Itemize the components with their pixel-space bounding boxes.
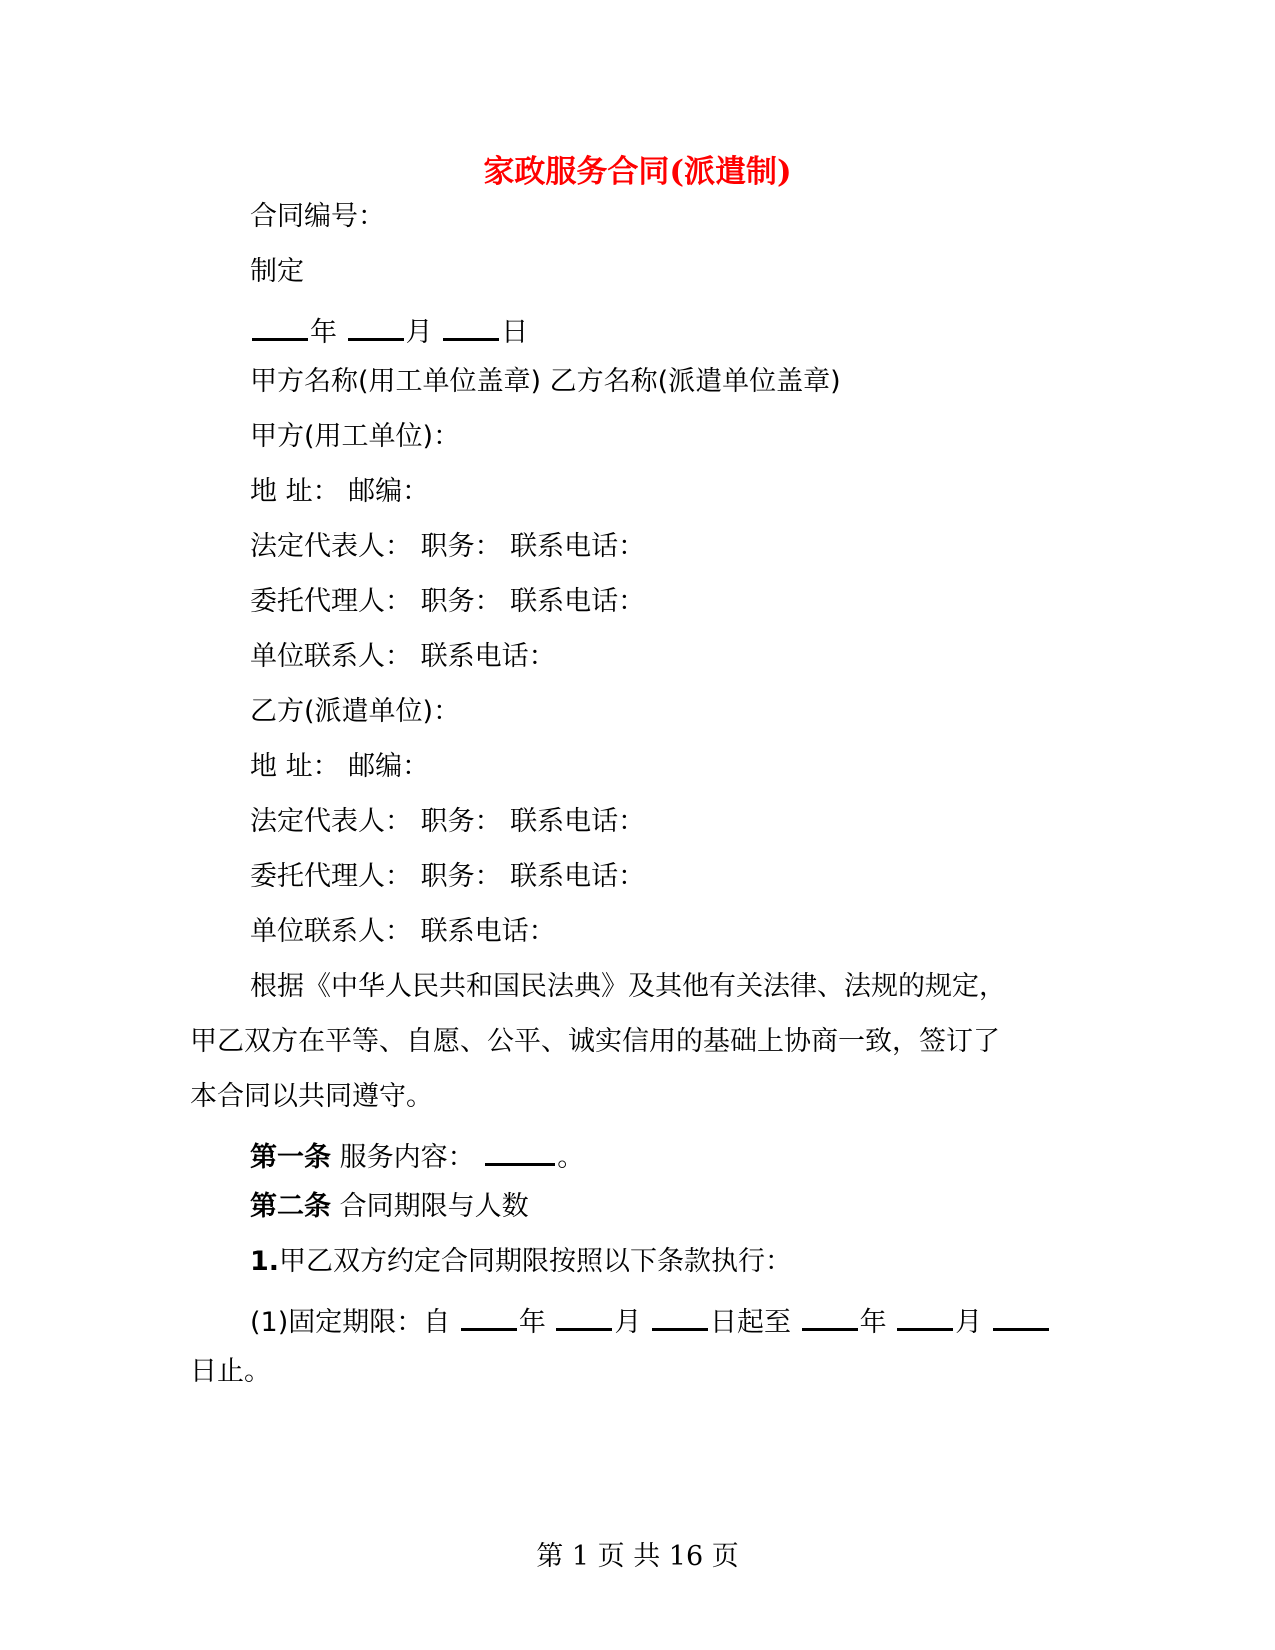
party-b-legal-rep: 法定代表人： 职务： 联系电话： — [250, 806, 646, 837]
article-2-heading: 第二条 — [250, 1191, 331, 1222]
party-a-legal-rep: 法定代表人： 职务： 联系电话： — [250, 531, 646, 562]
day-label: 日 — [501, 317, 529, 348]
end-month-blank — [897, 1300, 953, 1331]
clause-1-number: 1. — [250, 1246, 280, 1277]
article-1-heading: 第一条 — [250, 1142, 331, 1173]
end-day-blank — [993, 1300, 1049, 1331]
end-month-label: 月 — [955, 1307, 983, 1338]
month-blank — [348, 310, 404, 341]
party-a-label: 甲方(用工单位)： — [250, 421, 461, 452]
year-label: 年 — [310, 317, 337, 348]
start-day-blank — [652, 1300, 708, 1331]
start-day-label: 日起至 — [710, 1307, 792, 1338]
party-a-address: 地 址： 邮编： — [250, 476, 430, 507]
clause-1-text: 甲乙双方约定合同期限按照以下条款执行： — [279, 1246, 793, 1277]
page-footer: 第 1 页 共 16 页 — [536, 1541, 739, 1572]
start-year-label: 年 — [518, 1307, 546, 1338]
party-a-contact: 单位联系人： 联系电话： — [250, 641, 556, 672]
article-1 — [250, 1135, 584, 1175]
preamble-line-3: 本合同以共同遵守。 — [190, 1081, 433, 1112]
clause-1 — [250, 1245, 792, 1279]
party-b-label: 乙方(派遣单位)： — [250, 696, 461, 727]
document-title: 家政服务合同(派遣制) — [483, 154, 792, 190]
service-content-blank — [485, 1135, 555, 1166]
party-b-contact: 单位联系人： 联系电话： — [250, 916, 556, 947]
party-b-address: 地 址： 邮编： — [250, 751, 430, 782]
clause-1-1-prefix: (1)固定期限：自 — [250, 1307, 451, 1338]
start-month-label: 月 — [614, 1307, 642, 1338]
clause-1-1-end: 日止。 — [190, 1356, 271, 1387]
start-year-blank — [461, 1300, 517, 1331]
contract-number-label: 合同编号： — [250, 201, 385, 232]
day-blank — [443, 310, 499, 341]
parties-header: 甲方名称(用工单位盖章) 乙方名称(派遣单位盖章) — [250, 366, 841, 397]
clause-1-1 — [250, 1300, 1051, 1340]
enact-label: 制定 — [250, 256, 304, 287]
date-line — [250, 310, 528, 350]
end-year-blank — [802, 1300, 858, 1331]
article-1-text: 服务内容： — [339, 1142, 475, 1173]
preamble-line-1: 根据《中华人民共和国民法典》及其他有关法律、法规的规定， — [250, 971, 1006, 1002]
month-label: 月 — [405, 317, 433, 348]
party-b-agent: 委托代理人： 职务： 联系电话： — [250, 861, 646, 892]
article-2 — [250, 1190, 529, 1224]
party-a-agent: 委托代理人： 职务： 联系电话： — [250, 586, 646, 617]
article-2-text: 合同期限与人数 — [339, 1191, 529, 1222]
end-year-label: 年 — [859, 1307, 887, 1338]
preamble-line-2: 甲乙双方在平等、自愿、公平、诚实信用的基础上协商一致，签订了 — [190, 1026, 1000, 1057]
article-1-end: 。 — [557, 1142, 585, 1173]
start-month-blank — [556, 1300, 612, 1331]
year-blank — [252, 310, 308, 341]
